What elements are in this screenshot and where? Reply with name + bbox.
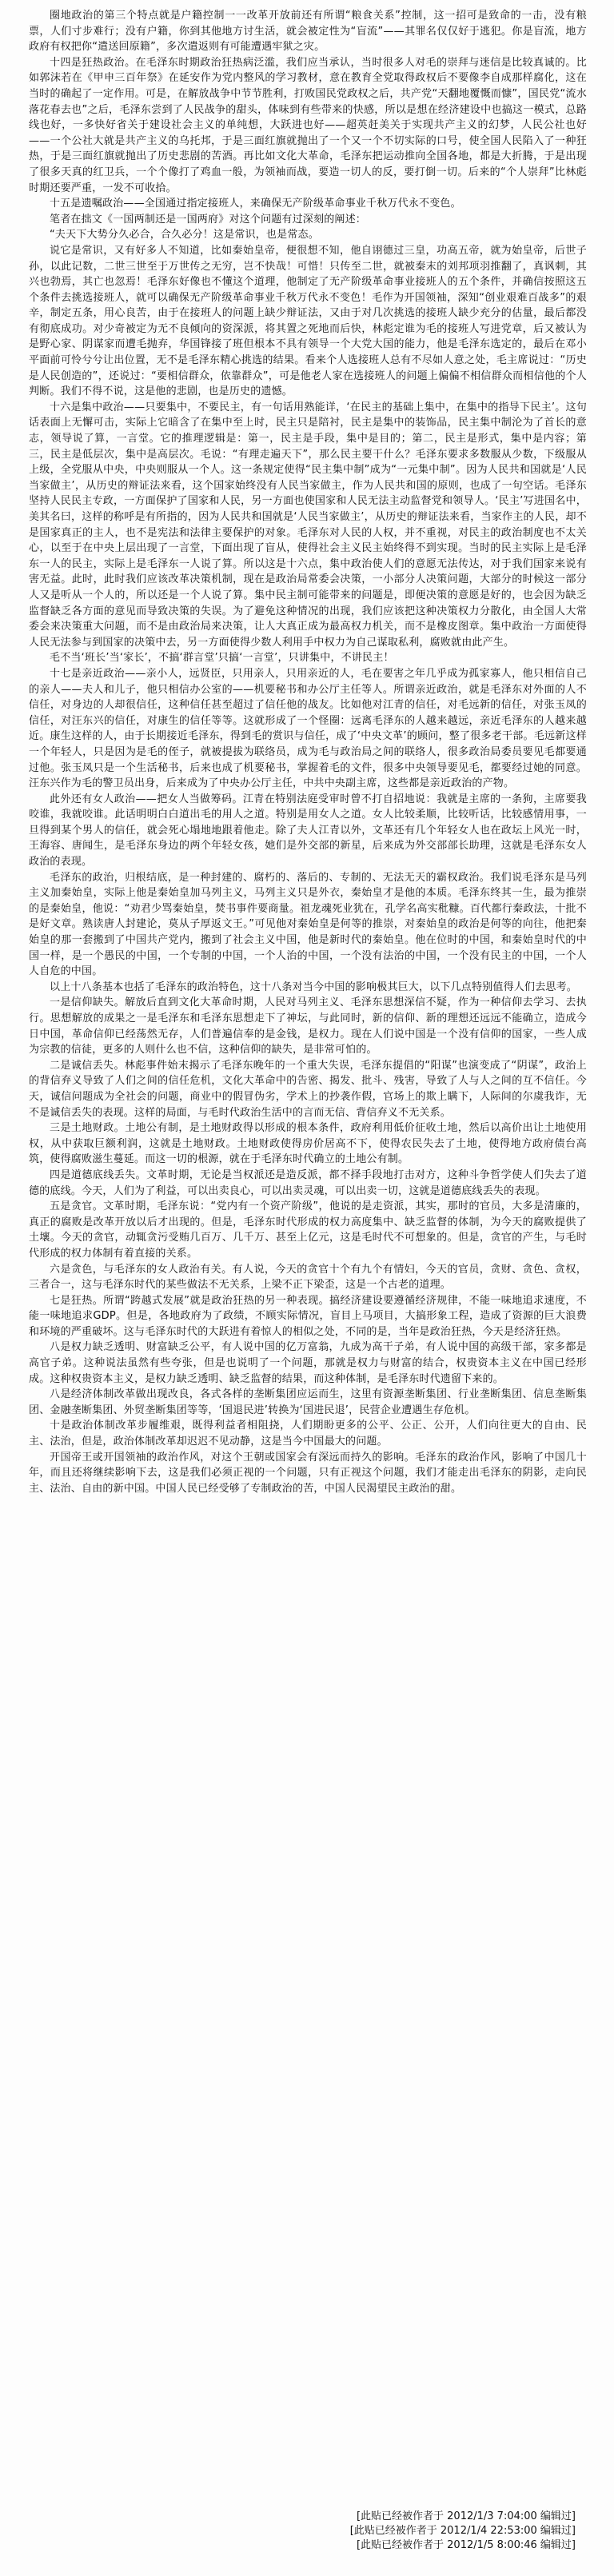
post-paragraph: 毛不当‘班长’当‘家长’，不搞‘群言堂’只搞‘一言堂’，只讲集中，不讲民主！ (50, 652, 394, 665)
post-paragraph: 七是狂热。所谓“跨越式发展”就是政治狂热的另一种表现。搞经济建设要遵循经济规律，不能一味地追求速度，不能一味地追求GDP。但是，各地政府为了政绩，不顾实际情况，盲目上马项目，大搞形象工程，造成了资源的巨大浪费和环境的严重破坏。这与毛泽东时代的大跃进有着惊人的相似之处，不同的是，当年是政治狂热，今天是经济狂热。 (29, 1294, 587, 1338)
post-paragraph: 以上十八条基本也括了毛泽东的政治特色，这十八条对当今中国的影响极其巨大，以下几点特别值得人们去思考。 (50, 980, 578, 993)
post-paragraph: 笔者在拙文《一国两制还是一国两府》对这个问题有过深刻的阐述： (50, 213, 367, 226)
post-paragraph: 十六是集中政治——只要集中，不要民主，有一句话用熟能详，‘在民主的基础上集中，在集中的指导下民主’。这句话表面上无懈可击，实际上它暗含了在集中至上时，民主只是陪衬，民主是集中的装饰品，民主集中制沦为了首长的意志，领导说了算，一言堂。它的推理逻辑是：第一，民主是手段，集中是目的；第二，民主是形式，集中是内容；第三，民主是低层次，集中是高层次。毛说：“有理走遍天下”，那么民主要干什么？毛泽东要求多数服从少数，下级服从上级，全党服从中央，中央则服从一个人。这一条规定使得“民主集中制”成为“一元集中制”。因为人民共和国就是‘人民当家做主’，从历史的辩证法来看，这个国家始终没有人民当家做主，作为人民共和国的原则，也成了一句空话。毛泽东坚持人民民主专政，一方面保护了国家和人民，另一方面也使国家和人民无法主动监督党和领导人。‘民主’写进国名中，美其名曰，这样的称呼是有所指的，因为人民共和国就是‘人民当家做主’，从历史的辩证法来看，当家作主的人民，却不是国家真正的主人，也不是宪法和法律主要保护的对象。毛泽东对人民的人权，并不重视，对民主的政治制度也不太关心，以至于在中央上层出现了一言堂，下面出现了盲从，使得社会主义民主始终得不到实现。当时的民主实际上是毛泽东一人的民主，实际上是毛泽东一人说了算。所以这是十六点，集中政治使人们的意愿无法传达，对于我们国家来说有害无益。此时，此时我们应该改革决策机制，现在是政治局常委会决策，一小部分人决策问题，大部分的时候这一部分人又是听从一个人的，所以还是一个人说了算。集中民主制可能带来的问题是，即便决策的意愿是好的，也会因为缺乏监督缺乏各方面的意见而导致决策的失误。为了避免这种情况的出现，我们应该把这种决策权力分散化，由全国人大常委会来决策重大问题，而不是由政治局来决策，让人大真正成为最高权力机关，而不是橡皮图章。集中政治一方面使得人民无法参与到国家的决策中去，另一方面使得少数人利用手中权力为自己谋取私利，腐败就由此产生。 (29, 401, 587, 649)
post-paragraph: 八是权力缺乏透明、财富缺乏公平，有人说中国的亿万富翁，九成为高干子弟，有人说中国的高级干部，家多都是高官子弟。这种说法虽然有些夸张，但是也说明了一个问题，那就是权力与财富的结合，权贵资本主义在中国已经形成。这种权贵资本主义，是权力缺乏透明、缺乏监督的结果，而这种体制，是毛泽东时代遗留下来的。 (29, 1341, 587, 1385)
post-paragraph: “夫天下大势分久必合，合久必分！这是常识，也是常态。 (50, 229, 319, 242)
edit-history (350, 2510, 576, 2553)
post-paragraph: 八是经济体制改革做出现改良，各式各样的垄断集团应运而生，这里有资源垄断集团、行业垄断集团、信息垄断集团、金融垄断集团、外贸垄断集团等等，‘国退民进’转换为‘国进民退’，民营企业遭遇生存危机。 (29, 1388, 587, 1416)
post-paragraph: 此外还有女人政治——把女人当做筹码。江青在特别法庭受审时曾不打自招地说：我就是主席的一条狗，主席要我咬谁，我就咬谁。此话明明白白道出毛的用人之道。特别是用女人之道。女人比较柔顺，比较听话，比较感情用事，一旦得到某个男人的信任，就会死心塌地地跟着他走。除了夫人江青以外，文革还有几个年轻女人也在政坛上风光一时，王海容、唐闻生，是毛泽东身边的两个年轻女孩，她们是外交部的新星，后来成为外交部部长助理，这就是毛泽东女人政治的表现。 (29, 793, 587, 869)
post-paragraph: 十是政治体制改革步履维艰，既得利益者相阻挠，人们期盼更多的公平、公正、公开，人们向往更大的自由、民主、法治，但是，政治体制改革却迟迟不见动静，这是当今中国最大的问题。 (29, 1420, 587, 1448)
post-paragraph: 开国帝王或开国领袖的政治作风，对这个王朝或国家会有深远而持久的影响。毛泽东的政治作风，影响了中国几十年，而且还将继续影响下去，这是我们必须正视的一个问题，只有正视这个问题，我们才能走出毛泽东的阴影，走向民主、法治、自由的新中国。中国人民已经受够了专制政治的苦，中国人民渴望民主政治的甜。 (29, 1451, 587, 1495)
post-paragraph: 二是诚信丢失。林彪事件始末揭示了毛泽东晚年的一个重大失误，毛泽东提倡的“阳谋”也演变成了“阴谋”，政治上的背信弃义导致了人们之间的信任危机，文化大革命中的告密、揭发、批斗、残害，导致了人与人之间的互不信任。今天，诚信问题成为全社会的问题，商业中的假冒伪劣，学术上的抄袭作假，官场上的欺上瞒下，人际间的尔虞我诈，无不是诚信丢失的表现。这样的局面，与毛时代政治生活中的言而无信、背信弃义不无关系。 (29, 1059, 587, 1119)
post-paragraph: 圈地政治的第三个特点就是户籍控制一一改革开放前还有所谓“粮食关系”控制，这一招可是致命的一击，没有粮票，人们寸步难行；没有户籍，你到其他地方讨生活，就会被定性为“盲流”——其罪名仅仅好于逃犯。你是盲流，地方政府有权把你“遣送回原籍”，多次遣返则有可能遭遇牢狱之灾。 (29, 10, 587, 54)
edit-note: [此贴已经被作者于 2012/1/5 8:00:46 编辑过] (356, 2539, 576, 2551)
post-paragraph: 四是道德底线丢失。文革时期，无论是当权派还是造反派，都不择手段地打击对方，这种斗争哲学使人们失去了道德的底线。今天，人们为了利益，可以出卖良心，可以出卖灵魂，可以出卖一切，这就是道德底线丢失的表现。 (29, 1168, 587, 1197)
post-paragraph: 毛泽东的政治，归根结底，是一种封建的、腐朽的、落后的、专制的、无法无天的霸权政治。我们说毛泽东是马列主义加秦始皇，实际上他是秦始皇加马列主义，马列主义只是外衣，秦始皇才是他的本质。毛泽东终其一生，最为推崇的是秦始皇，他说：“劝君少骂秦始皇，焚书事件要商量。祖龙魂死业犹在，孔学名高实秕糠。百代都行秦政法，十批不是好文章。熟读唐人封建论，莫从子厚返文王。”可见他对秦始皇是何等的推崇，对秦始皇的政治是何等的向往，他把秦始皇的那一套搬到了中国共产党内，搬到了社会主义中国，他是新时代的秦始皇。他在位时的中国，和秦始皇时代的中国一样，是一个愚民的中国，一个专制的中国，一个人治的中国，一个没有法治的中国，一个没有民主的中国，一个人人自危的中国。 (29, 871, 587, 978)
post-paragraph: 说它是常识，又有好多人不知道，比如秦始皇帝，便很想不知，他自诩德过三皇，功高五帝，就为始皇帝，后世子孙，以此记数，二世三世至于万世传之无穷，岂不快哉！可惜！只传至二世，就被秦末的刘邦项羽推翻了，真讽刺，其兴也勃焉，其亡也忽焉！毛泽东好像也不懂这个道理，他制定了无产阶级革命事业接班人的五个条件，并确信按照这五个条件去挑选接班人，就可以确保无产阶级革命事业千秋万代永不变色！毛作为开国领袖，深知“创业艰难百战多”的艰辛，制定五条，用心良苦，由于在接班人的问题上缺少辩证法，又由于对几次挑选的接班人缺少充分的估量，最后都没有彻底成功。对少奇被定为无不良倾向的资深派，将其置之死地而后快，林彪定谁为毛的接班人写进党章，后又被认为是野心家、阴谋家而遭毛抛弃，华国锋接了班但根本不具有领导一个大党大国的能力，他是毛泽东选定的，最后在邓小平面前可怜兮兮让出位置，无不是毛泽东精心挑选的结果。看来个人选接班人总有不尽如人意之处，毛主席说过：“历史是人民创造的”，还说过：“要相信群众，依靠群众”，可是他老人家在选接班人的问题上偏偏不相信群众而相信他的个人判断。我们不得不说，这是他的悲剧，也是历史的遗憾。 (29, 244, 587, 398)
post-paragraph: 十七是亲近政治——亲小人，远贤臣，只用亲人，只用亲近的人，毛在要害之年几乎成为孤家寡人，他只相信自己的亲人——夫人和儿子，他只相信办公室的——机要秘书和办公厅主任等人。所谓亲近政治，就是毛泽东对外面的人不信任，对身边的人却很信任，这种信任甚至超过了信任他的战友。比如他对江青的信任，对毛远新的信任，对张玉凤的信任，对汪东兴的信任，对康生的信任等等。这就形成了一个怪圈：远离毛泽东的人越来越远，亲近毛泽东的人越来越近。康生这样的人，由于长期接近毛泽东，得到毛的赏识与信任，成了‘中央文革’的顾问，整了很多老干部。毛远新这样一个年轻人，只是因为是毛的侄子，就被提拔为联络员，成为毛与政治局之间的联络人，很多政治局委员要见毛都要通过他。张玉凤只是一个生活秘书，后来也成了机要秘书，掌握着毛的文件，很多中央领导要见毛，都要经过她的同意。汪东兴作为毛的警卫员出身，后来成为了中央办公厅主任，中共中央副主席，这些都是亲近政治的产物。 (29, 667, 587, 790)
post-paragraph: 十五是遗嘱政治——全国通过指定接班人，来确保无产阶级革命事业千秋万代永不变色。 (50, 198, 461, 210)
post-paragraph: 五是贪官。文革时期，毛泽东说：“党内有一个资产阶级”，他说的是走资派，其实，那时的官员，大多是清廉的，真正的腐败是改革开放以后才出现的。但是，毛泽东时代形成的权力高度集中、缺乏监督的体制，为今天的腐败提供了土壤。今天的贪官，动辄贪污受贿几百万、几千万、甚至上亿元，这是毛时代不可想象的。但是，贪官的产生，与毛时代形成的权力体制有着直接的关系。 (29, 1200, 587, 1260)
edit-note: [此贴已经被作者于 2012/1/3 7:04:00 编辑过] (356, 2510, 576, 2522)
edit-note: [此贴已经被作者于 2012/1/4 22:53:00 编辑过] (349, 2525, 576, 2537)
post-paragraph: 十四是狂热政治。在毛泽东时期政治狂热病泛滥，我们应当承认，当时很多人对毛的崇拜与迷信是比较真诚的。比如郭沫若在《甲申三百年祭》在延安作为党内整风的学习教材，意在教育全党取得政权后不要像李自成那样腐化，这在当时的确起了一定作用。可是，在解放战争中节节胜利，打败国民党政权之后，共产党“天翻地覆慨而慷”，国民党“流水落花春去也”之后，毛泽东尝到了人民战争的甜头，体味到有些带来的快感，所以是想在经济建设中也搞这一模式，总路线也好，一多快好省关于建设社会主义的单纯想，大跃进也好——超英赶美关于实现共产主义的幻梦，人民公社也好——一个公社大就是共产主义的乌托邦，于是三面红旗就抛出了一个又一个不切实际的口号，使全国人民陷入了一种狂热，于是三面红旗就抛出了历史悲剧的苦酒。再比如文化大革命，毛泽东把运动推向全国各地，都是大折腾，于是出现了很多天真的红卫兵，一个个像打了鸡血一般，为领袖而战，要造一切人的反，要打倒一切。后来的“个人崇拜”比林彪时期还要严重，一发不可收拾。 (29, 56, 587, 194)
post-paragraph: 六是贪色，与毛泽东的女人政治有关。有人说，今天的贪官十个有九个有情妇，今天的官员，贪财、贪色、贪权，三者合一，这与毛泽东时代的某些做法不无关系，上梁不正下梁歪，这是一个古老的道理。 (29, 1263, 587, 1292)
post-paragraph: 三是土地财政。土地公有制，是土地财政得以形成的根本条件，政府利用低价征收土地，然后以高价出让土地使用权，从中获取巨额利润，这就是土地财政。土地财政使得房价居高不下，使得农民失去了土地，使得地方政府债台高筑，使得腐败滋生蔓延。而这一切的根源，就在于毛泽东时代确立的土地公有制。 (29, 1122, 587, 1166)
post-body (29, 8, 587, 1496)
post-paragraph: 一是信仰缺失。解放后直到文化大革命时期，人民对马列主义、毛泽东思想深信不疑，作为一种信仰去学习、去执行。思想解放的成果之一是毛泽东和毛泽东思想走下了神坛，与此同时，新的信仰、新的理想还远远不能确立，造成今日中国，革命信仰已经荡然无存，人们普遍信奉的是金钱，是权力。现在人们说中国是一个没有信仰的国家，一些人成为宗教的信徒，更多的人则什么也不信，这种信仰的缺失，是非常可怕的。 (29, 996, 587, 1056)
